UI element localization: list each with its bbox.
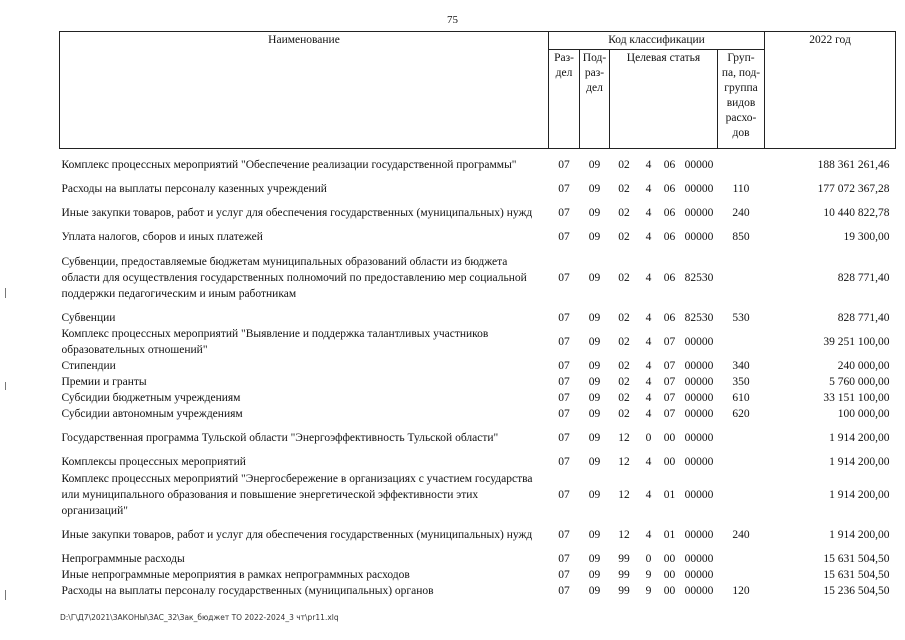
row-t2: 4 bbox=[645, 335, 652, 348]
page-number: 75 bbox=[447, 14, 458, 26]
row-t1: 02 bbox=[618, 206, 630, 219]
row-t3: 07 bbox=[663, 375, 676, 388]
row-t4: 00000 bbox=[684, 206, 714, 219]
row-podrazdel: 09 bbox=[588, 231, 601, 243]
row-t4: 00000 bbox=[684, 231, 714, 243]
row-podrazdel: 09 bbox=[588, 359, 601, 372]
row-t4: 00000 bbox=[684, 182, 714, 195]
row-podrazdel: 09 bbox=[588, 528, 601, 541]
table-body bbox=[60, 149, 896, 599]
row-t4: 82530 bbox=[684, 271, 714, 284]
row-name: Субвенции, предоставляемые бюджетам муниципальных образований области из бюджета области для осуществления государственных полномочий по предоставлению мер социальной поддержки педагогическим и иным работникам bbox=[61, 255, 527, 300]
table-row bbox=[60, 310, 896, 326]
row-t1: 02 bbox=[618, 158, 630, 171]
row-name: Уплата налогов, сборов и иных платежей bbox=[61, 231, 263, 243]
row-t4: 00000 bbox=[684, 431, 714, 444]
row-t1: 12 bbox=[618, 528, 630, 541]
row-t4: 00000 bbox=[684, 375, 714, 388]
row-razdel: 07 bbox=[558, 407, 570, 420]
row-vid: 610 bbox=[732, 391, 750, 404]
row-vid: 340 bbox=[732, 359, 750, 372]
table-row bbox=[60, 246, 896, 310]
row-amount: 828 771,40 bbox=[837, 311, 890, 324]
scan-mark bbox=[5, 590, 6, 600]
row-t4: 00000 bbox=[684, 456, 714, 468]
row-name: Расходы на выплаты персоналу казенных учреждений bbox=[61, 182, 327, 195]
row-t2: 0 bbox=[645, 552, 652, 565]
row-t1: 02 bbox=[618, 359, 630, 372]
row-t2: 4 bbox=[645, 182, 652, 195]
header-target: Целевая статья bbox=[610, 50, 718, 149]
row-t3: 00 bbox=[663, 584, 676, 597]
row-amount: 33 151 100,00 bbox=[823, 391, 890, 404]
row-podrazdel: 09 bbox=[588, 206, 601, 219]
row-vid: 120 bbox=[732, 584, 750, 597]
row-vid bbox=[718, 551, 765, 567]
row-razdel: 07 bbox=[558, 488, 570, 501]
row-razdel: 07 bbox=[558, 552, 570, 565]
row-name: Субсидии автономным учреждениям bbox=[61, 407, 243, 420]
row-t2: 4 bbox=[645, 528, 652, 541]
row-podrazdel: 09 bbox=[588, 391, 601, 404]
row-t4: 00000 bbox=[684, 158, 714, 171]
row-amount: 5 760 000,00 bbox=[829, 375, 890, 388]
table-row bbox=[60, 454, 896, 471]
table-row bbox=[60, 374, 896, 390]
row-t2: 4 bbox=[645, 206, 652, 219]
row-amount: 100 000,00 bbox=[837, 407, 890, 420]
row-t1: 02 bbox=[618, 335, 630, 348]
row-t4: 00000 bbox=[684, 359, 714, 372]
row-t1: 99 bbox=[618, 584, 630, 597]
row-t3: 06 bbox=[663, 311, 676, 324]
row-podrazdel: 09 bbox=[588, 335, 601, 348]
table-row bbox=[60, 197, 896, 229]
row-amount: 39 251 100,00 bbox=[823, 335, 890, 348]
row-name: Непрограммные расходы bbox=[61, 552, 185, 565]
row-amount: 19 300,00 bbox=[843, 231, 890, 243]
row-t3: 06 bbox=[663, 158, 676, 171]
row-t2: 4 bbox=[645, 488, 652, 501]
header-vid: Груп- па, под- группа видов расхо- дов bbox=[718, 50, 765, 149]
row-amount: 828 771,40 bbox=[837, 271, 890, 284]
header-year: 2022 год bbox=[765, 32, 896, 149]
row-name: Иные закупки товаров, работ и услуг для обеспечения государственных (муниципальных) нужд bbox=[61, 528, 533, 541]
row-razdel: 07 bbox=[558, 271, 570, 284]
footer-file-path: D:\Г\Д7\2021\ЗАКОНЫ\ЗАС_32\Зак_бюджет ТО 2022-2024_3 чт\pr11.xlq bbox=[60, 613, 339, 622]
row-t3: 07 bbox=[663, 335, 676, 348]
row-podrazdel: 09 bbox=[588, 407, 601, 420]
row-name: Иные непрограммные мероприятия в рамках непрограммных расходов bbox=[61, 568, 410, 581]
row-t4: 00000 bbox=[684, 488, 714, 501]
row-vid bbox=[718, 326, 765, 358]
row-vid bbox=[718, 454, 765, 471]
header-code-group: Код классификации bbox=[549, 32, 765, 50]
row-name: Комплекс процессных мероприятий "Выявление и поддержка талантливых участников образовательных отношений" bbox=[61, 327, 489, 356]
row-t1: 99 bbox=[618, 568, 630, 581]
row-t4: 00000 bbox=[684, 552, 714, 565]
row-t4: 00000 bbox=[684, 528, 714, 541]
table-row bbox=[60, 567, 896, 583]
row-vid bbox=[718, 422, 765, 454]
row-podrazdel: 09 bbox=[588, 158, 601, 171]
row-t2: 4 bbox=[645, 311, 652, 324]
row-t3: 00 bbox=[663, 568, 676, 581]
row-amount: 188 361 261,46 bbox=[817, 158, 890, 171]
row-vid: 110 bbox=[732, 182, 750, 195]
row-t2: 0 bbox=[645, 431, 652, 444]
row-t3: 00 bbox=[663, 552, 676, 565]
row-t3: 06 bbox=[663, 271, 676, 284]
row-razdel: 07 bbox=[558, 584, 570, 597]
row-t3: 07 bbox=[663, 391, 676, 404]
table-row bbox=[60, 583, 896, 599]
row-name: Субсидии бюджетным учреждениям bbox=[61, 391, 241, 404]
row-name: Комплексы процессных мероприятий bbox=[61, 456, 246, 468]
row-t2: 4 bbox=[645, 271, 652, 284]
row-razdel: 07 bbox=[558, 231, 570, 243]
table-row bbox=[60, 551, 896, 567]
row-razdel: 07 bbox=[558, 335, 570, 348]
row-amount: 10 440 822,78 bbox=[823, 206, 890, 219]
row-vid bbox=[718, 246, 765, 310]
row-t2: 9 bbox=[645, 568, 652, 581]
row-podrazdel: 09 bbox=[588, 488, 601, 501]
row-t4: 00000 bbox=[684, 335, 714, 348]
row-razdel: 07 bbox=[558, 375, 570, 388]
row-t4: 00000 bbox=[684, 584, 714, 597]
row-t1: 02 bbox=[618, 311, 630, 324]
row-t3: 06 bbox=[663, 231, 676, 243]
row-vid bbox=[718, 471, 765, 519]
row-vid: 850 bbox=[732, 231, 750, 243]
table-header bbox=[60, 32, 896, 149]
row-t3: 07 bbox=[663, 407, 676, 420]
row-razdel: 07 bbox=[558, 158, 570, 171]
scan-mark bbox=[5, 382, 6, 390]
row-name: Иные закупки товаров, работ и услуг для обеспечения государственных (муниципальных) нужд bbox=[61, 206, 533, 219]
row-vid: 240 bbox=[732, 206, 750, 219]
table-row bbox=[60, 471, 896, 519]
table-row bbox=[60, 229, 896, 246]
row-t2: 4 bbox=[645, 375, 652, 388]
row-t2: 4 bbox=[645, 231, 652, 243]
row-t1: 02 bbox=[618, 182, 630, 195]
row-razdel: 07 bbox=[558, 182, 570, 195]
row-vid bbox=[718, 149, 765, 181]
scan-mark bbox=[5, 288, 6, 298]
row-name: Комплекс процессных мероприятий "Энергосбережение в организациях с участием государства или муниципального образования и повышение энергетической эффективности этих организаций" bbox=[61, 472, 533, 517]
row-podrazdel: 09 bbox=[588, 456, 601, 468]
row-t1: 99 bbox=[618, 552, 630, 565]
row-name: Комплекс процессных мероприятий "Обеспечение реализации государственной программы" bbox=[61, 158, 517, 171]
row-t3: 06 bbox=[663, 206, 676, 219]
row-vid: 350 bbox=[732, 375, 750, 388]
row-t1: 02 bbox=[618, 407, 630, 420]
row-t1: 12 bbox=[618, 431, 630, 444]
row-amount: 177 072 367,28 bbox=[817, 182, 890, 195]
row-amount: 1 914 200,00 bbox=[829, 456, 890, 468]
row-name: Стипендии bbox=[61, 359, 116, 372]
row-razdel: 07 bbox=[558, 528, 570, 541]
row-name: Премии и гранты bbox=[61, 375, 147, 388]
row-t3: 01 bbox=[663, 488, 676, 501]
row-t3: 00 bbox=[663, 456, 676, 468]
row-razdel: 07 bbox=[558, 206, 570, 219]
row-t2: 4 bbox=[645, 158, 652, 171]
row-t2: 4 bbox=[645, 391, 652, 404]
row-t1: 02 bbox=[618, 391, 630, 404]
row-podrazdel: 09 bbox=[588, 568, 601, 581]
row-podrazdel: 09 bbox=[588, 552, 601, 565]
row-name: Расходы на выплаты персоналу государственных (муниципальных) органов bbox=[61, 584, 434, 597]
row-amount: 15 631 504,50 bbox=[823, 568, 890, 581]
header-podrazdel: Под- раз- дел bbox=[580, 50, 610, 149]
row-name: Субвенции bbox=[61, 311, 116, 324]
row-podrazdel: 09 bbox=[588, 271, 601, 284]
row-podrazdel: 09 bbox=[588, 182, 601, 195]
row-amount: 240 000,00 bbox=[837, 359, 890, 372]
table-row bbox=[60, 406, 896, 422]
table-row bbox=[60, 519, 896, 551]
row-podrazdel: 09 bbox=[588, 584, 601, 597]
row-t3: 06 bbox=[663, 182, 676, 195]
row-vid bbox=[718, 567, 765, 583]
header-name: Наименование bbox=[60, 32, 549, 149]
row-vid: 240 bbox=[732, 528, 750, 541]
row-t4: 00000 bbox=[684, 391, 714, 404]
row-amount: 15 236 504,50 bbox=[823, 584, 890, 597]
row-razdel: 07 bbox=[558, 456, 570, 468]
row-t1: 12 bbox=[618, 456, 630, 468]
table-row bbox=[60, 422, 896, 454]
row-amount: 1 914 200,00 bbox=[829, 431, 890, 444]
row-t3: 07 bbox=[663, 359, 676, 372]
row-podrazdel: 09 bbox=[588, 311, 601, 324]
row-t4: 00000 bbox=[684, 407, 714, 420]
table-row bbox=[60, 358, 896, 374]
table-row bbox=[60, 149, 896, 181]
header-razdel: Раз- дел bbox=[549, 50, 580, 149]
row-podrazdel: 09 bbox=[588, 375, 601, 388]
row-t2: 4 bbox=[645, 407, 652, 420]
table-row bbox=[60, 181, 896, 197]
row-vid: 620 bbox=[732, 407, 750, 420]
row-amount: 1 914 200,00 bbox=[829, 528, 890, 541]
row-t1: 02 bbox=[618, 231, 630, 243]
row-t4: 00000 bbox=[684, 568, 714, 581]
row-razdel: 07 bbox=[558, 431, 570, 444]
row-t1: 12 bbox=[618, 488, 630, 501]
row-t2: 9 bbox=[645, 584, 652, 597]
row-t1: 02 bbox=[618, 271, 630, 284]
budget-table bbox=[59, 31, 896, 599]
row-t3: 01 bbox=[663, 528, 676, 541]
row-name: Государственная программа Тульской области "Энергоэффективность Тульской области" bbox=[61, 431, 499, 444]
row-razdel: 07 bbox=[558, 391, 570, 404]
table-row bbox=[60, 326, 896, 358]
row-podrazdel: 09 bbox=[588, 431, 601, 444]
row-amount: 1 914 200,00 bbox=[829, 488, 890, 501]
row-t2: 4 bbox=[645, 456, 652, 468]
row-t2: 4 bbox=[645, 359, 652, 372]
row-razdel: 07 bbox=[558, 359, 570, 372]
row-t4: 82530 bbox=[684, 311, 714, 324]
table-row bbox=[60, 390, 896, 406]
row-amount: 15 631 504,50 bbox=[823, 552, 890, 565]
row-t1: 02 bbox=[618, 375, 630, 388]
row-t3: 00 bbox=[663, 431, 676, 444]
row-vid: 530 bbox=[732, 311, 750, 324]
row-razdel: 07 bbox=[558, 568, 570, 581]
row-razdel: 07 bbox=[558, 311, 570, 324]
